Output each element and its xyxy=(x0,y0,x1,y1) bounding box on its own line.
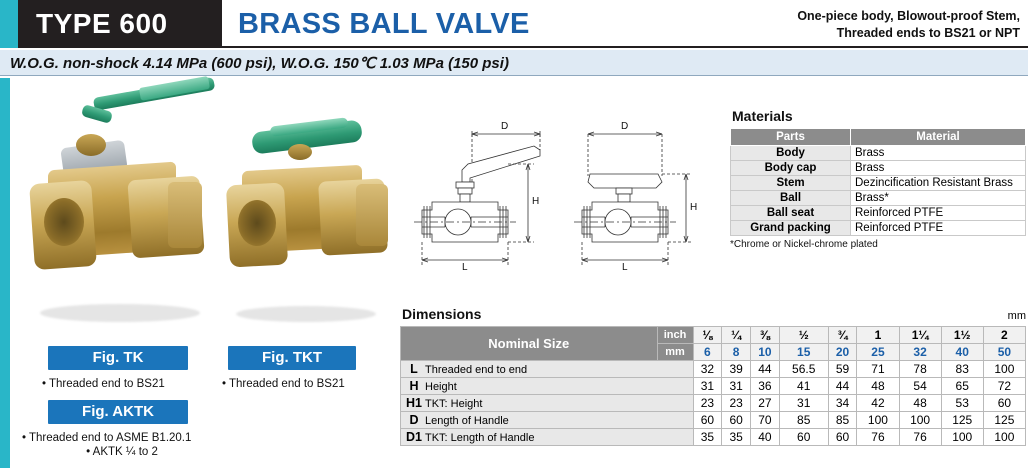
dimensions-title: Dimensions xyxy=(402,306,482,322)
inch-size: 1 xyxy=(857,327,899,344)
dimension-value: 60 xyxy=(779,429,828,446)
dimension-value: 100 xyxy=(857,412,899,429)
dimension-value: 60 xyxy=(828,429,857,446)
dimension-value: 48 xyxy=(857,378,899,395)
dimension-value: 70 xyxy=(751,412,780,429)
table-row xyxy=(731,146,1026,161)
fig-tkt-caption: • Threaded end to BS21 xyxy=(222,378,345,390)
material-value: Reinforced PTFE xyxy=(851,206,1026,221)
table-row xyxy=(401,378,1026,395)
drawing-svg xyxy=(400,120,720,300)
dimensions-inch-row xyxy=(401,327,1026,344)
dimension-row-label xyxy=(401,395,694,412)
dimension-value: 31 xyxy=(693,378,722,395)
inlet-bore-tkt xyxy=(238,200,276,246)
dimension-value: 44 xyxy=(828,378,857,395)
body-cap xyxy=(168,182,202,248)
dimension-value: 100 xyxy=(983,429,1025,446)
table-row xyxy=(731,161,1026,176)
fig-aktk-text: Fig. AKTK xyxy=(82,403,154,420)
valve-photo-tkt xyxy=(222,108,392,338)
material-value: Brass xyxy=(851,146,1026,161)
dim-label-l-left: L xyxy=(462,262,468,273)
materials-header-row xyxy=(731,129,1026,146)
dimension-value: 100 xyxy=(899,412,941,429)
inch-size: ⅛ xyxy=(693,327,722,344)
materials-table xyxy=(730,128,1026,236)
material-part: Grand packing xyxy=(731,221,851,236)
unit-mm-label: mm xyxy=(657,344,693,361)
dimension-value: 125 xyxy=(941,412,983,429)
dimension-value: 36 xyxy=(751,378,780,395)
dimension-value: 54 xyxy=(899,378,941,395)
header-accent-bar xyxy=(0,0,18,48)
materials-col-parts: Parts xyxy=(731,129,851,146)
dimension-value: 72 xyxy=(983,378,1025,395)
dimension-value: 34 xyxy=(828,395,857,412)
dimension-value: 39 xyxy=(722,361,751,378)
stem-nut xyxy=(76,134,106,156)
dimension-value: 35 xyxy=(722,429,751,446)
dimension-value: 42 xyxy=(857,395,899,412)
table-row xyxy=(401,361,1026,378)
dimension-value: 32 xyxy=(693,361,722,378)
dimension-code: L xyxy=(410,362,418,376)
dimension-value: 100 xyxy=(983,361,1025,378)
inlet-bore xyxy=(44,198,84,246)
dimension-desc: TKT: Height xyxy=(425,398,483,410)
product-photos-panel xyxy=(0,78,392,468)
pressure-rating-text: W.O.G. non-shock 4.14 MPa (600 psi), W.O.G. 150℃ 1.03 MPa (150 psi) xyxy=(10,55,509,72)
dimension-value: 125 xyxy=(983,412,1025,429)
dimension-value: 60 xyxy=(722,412,751,429)
dimension-value: 78 xyxy=(899,361,941,378)
table-row xyxy=(401,412,1026,429)
mm-size: 6 xyxy=(693,344,722,361)
inch-size: 1¼ xyxy=(899,327,941,344)
fig-label-tkt xyxy=(228,346,356,370)
dimension-value: 40 xyxy=(751,429,780,446)
inch-size: 1½ xyxy=(941,327,983,344)
material-value: Reinforced PTFE xyxy=(851,221,1026,236)
material-part: Body xyxy=(731,146,851,161)
body-cap-tkt xyxy=(356,184,388,246)
dimension-value: 31 xyxy=(722,378,751,395)
material-part: Ball seat xyxy=(731,206,851,221)
fig-tk-caption: • Threaded end to BS21 xyxy=(42,378,165,390)
inch-size: ¼ xyxy=(722,327,751,344)
dimension-code: D1 xyxy=(406,430,422,444)
material-value: Brass xyxy=(851,161,1026,176)
dimension-value: 53 xyxy=(941,395,983,412)
dim-label-h-right: H xyxy=(690,202,698,213)
dimension-code: H1 xyxy=(406,396,422,410)
dimension-value: 65 xyxy=(941,378,983,395)
inch-size: ½ xyxy=(779,327,828,344)
sidebar-accent-strip xyxy=(0,78,10,468)
material-value: Brass* xyxy=(851,191,1026,206)
dimension-desc: Threaded end to end xyxy=(425,364,528,376)
materials-col-material: Material xyxy=(851,129,1026,146)
dimension-row-label xyxy=(401,429,694,446)
table-row xyxy=(401,429,1026,446)
dimension-value: 44 xyxy=(751,361,780,378)
dimension-value: 85 xyxy=(828,412,857,429)
fig-tk-text: Fig. TK xyxy=(92,349,144,366)
mm-size: 8 xyxy=(722,344,751,361)
header-feature-line-1: One-piece body, Blowout-proof Stem, xyxy=(797,9,1020,23)
fig-aktk-caption-2: • AKTK ¼ to 2 xyxy=(86,446,158,458)
technical-drawings xyxy=(400,120,720,300)
table-row xyxy=(731,176,1026,191)
dimension-value: 23 xyxy=(693,395,722,412)
table-row xyxy=(401,395,1026,412)
dimension-value: 100 xyxy=(941,429,983,446)
dimension-value: 56.5 xyxy=(779,361,828,378)
unit-inch-label: inch xyxy=(657,327,693,344)
dim-label-d-left: D xyxy=(501,121,509,132)
inch-size: 2 xyxy=(983,327,1025,344)
inch-size: ⅜ xyxy=(751,327,780,344)
dimension-row-label xyxy=(401,378,694,395)
mm-size: 50 xyxy=(983,344,1025,361)
page-header xyxy=(0,0,1028,48)
dimension-value: 48 xyxy=(899,395,941,412)
header-rule xyxy=(222,46,1028,48)
table-row xyxy=(731,221,1026,236)
material-part: Ball xyxy=(731,191,851,206)
dimension-row-label xyxy=(401,412,694,429)
material-part: Stem xyxy=(731,176,851,191)
materials-section xyxy=(730,108,1026,250)
mm-size: 10 xyxy=(751,344,780,361)
dimension-value: 59 xyxy=(828,361,857,378)
dimension-value: 23 xyxy=(722,395,751,412)
dimension-value: 83 xyxy=(941,361,983,378)
dim-label-h-left: H xyxy=(532,196,540,207)
inch-size: ¾ xyxy=(828,327,857,344)
dimension-value: 27 xyxy=(751,395,780,412)
mm-size: 20 xyxy=(828,344,857,361)
valve-photo-tk xyxy=(22,86,212,336)
page-title: BRASS BALL VALVE xyxy=(238,8,530,40)
dim-label-d-right: D xyxy=(621,121,629,132)
dimensions-section xyxy=(400,306,1026,446)
dimension-desc: Height xyxy=(425,381,457,393)
dimension-value: 60 xyxy=(693,412,722,429)
handle-grip xyxy=(139,76,210,101)
dimension-value: 76 xyxy=(857,429,899,446)
dimension-value: 76 xyxy=(899,429,941,446)
fig-aktk-caption-1: • Threaded end to ASME B1.20.1 xyxy=(22,432,192,444)
dimensions-unit: mm xyxy=(1007,310,1026,322)
materials-title: Materials xyxy=(732,108,793,124)
dimension-value: 41 xyxy=(779,378,828,395)
dimension-value: 35 xyxy=(693,429,722,446)
fig-label-tk xyxy=(48,346,188,370)
product-type-label: TYPE 600 xyxy=(36,8,168,39)
material-part: Body cap xyxy=(731,161,851,176)
fig-tkt-text: Fig. TKT xyxy=(262,349,322,366)
stem-nut-tkt xyxy=(288,144,312,160)
table-row xyxy=(731,206,1026,221)
dimension-row-label xyxy=(401,361,694,378)
dim-label-l-right: L xyxy=(622,262,628,273)
materials-footnote: *Chrome or Nickel-chrome plated xyxy=(730,239,878,250)
header-features xyxy=(797,8,1020,42)
pressure-rating-band xyxy=(0,50,1028,76)
mm-size: 25 xyxy=(857,344,899,361)
dimension-code: H xyxy=(409,379,419,393)
dimension-value: 71 xyxy=(857,361,899,378)
material-value: Dezincification Resistant Brass xyxy=(851,176,1026,191)
dimension-value: 31 xyxy=(779,395,828,412)
dimension-code: D xyxy=(409,413,419,427)
dimension-value: 85 xyxy=(779,412,828,429)
mm-size: 32 xyxy=(899,344,941,361)
nominal-size-header: Nominal Size xyxy=(401,327,658,361)
table-row xyxy=(731,191,1026,206)
fig-label-aktk xyxy=(48,400,188,424)
dimension-desc: TKT: Length of Handle xyxy=(425,432,535,444)
mm-size: 15 xyxy=(779,344,828,361)
dimension-desc: Length of Handle xyxy=(425,415,509,427)
dimension-value: 60 xyxy=(983,395,1025,412)
header-feature-line-2: Threaded ends to BS21 or NPT xyxy=(836,25,1020,40)
dimensions-table xyxy=(400,326,1026,446)
mm-size: 40 xyxy=(941,344,983,361)
